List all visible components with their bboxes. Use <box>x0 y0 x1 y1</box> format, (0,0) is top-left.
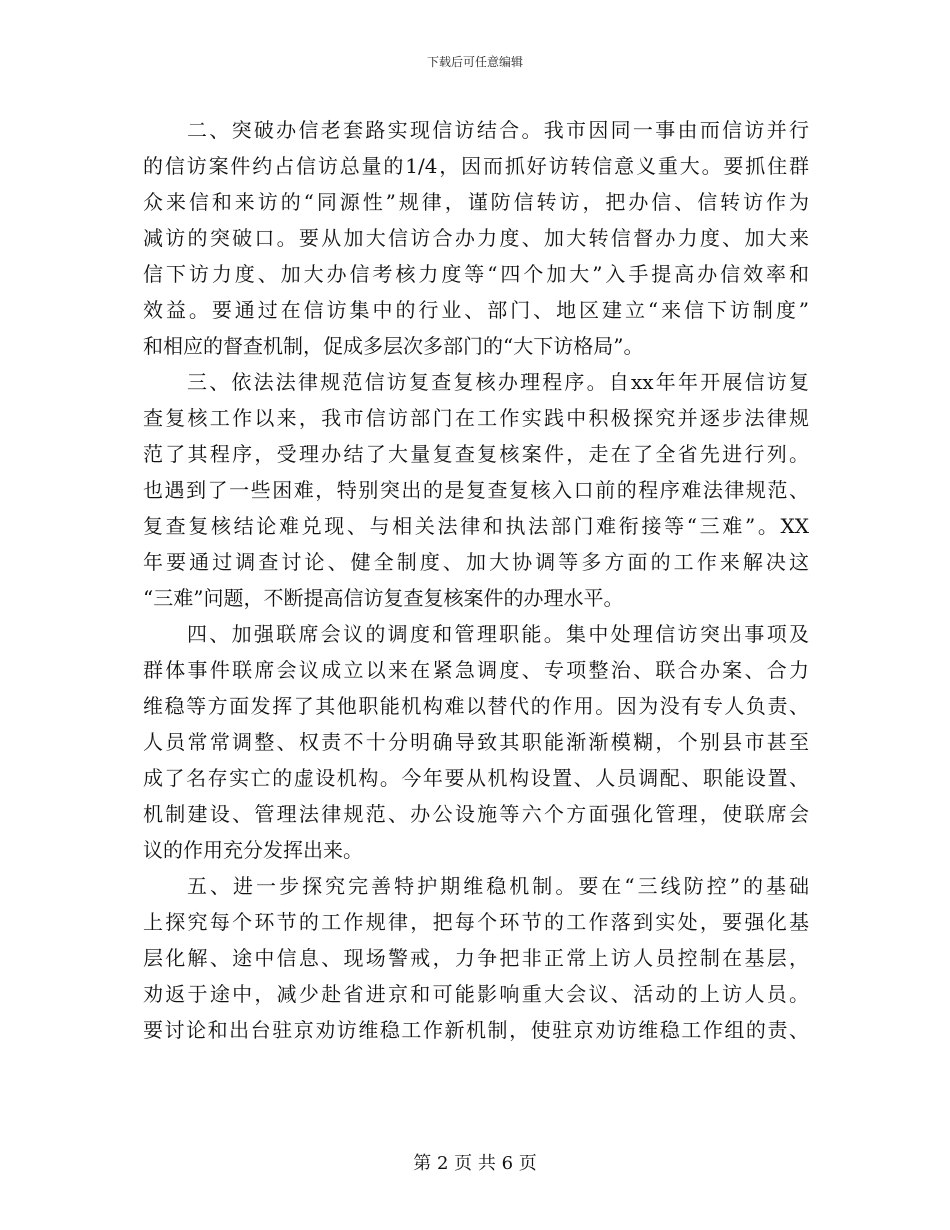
text-line: “三难”问题，不断提高信访复查复核案件的办理水平。 <box>143 586 624 610</box>
document-body <box>143 112 809 1048</box>
text-line: 三、依法法律规范信访复查复核办理程序。自xx年年开展信访复 <box>187 370 809 394</box>
text-line: 效益。要通过在信访集中的行业、部门、地区建立“来信下访制度” <box>143 298 809 322</box>
text-line: 减访的突破口。要从加大信访合办力度、加大转信督办力度、加大来 <box>143 226 809 250</box>
text-line: 查复核工作以来，我市信访部门在工作实践中积极探究并逐步法律规 <box>143 406 809 430</box>
text-line: 年要通过调查讨论、健全制度、加大协调等多方面的工作来解决这 <box>143 550 809 574</box>
text-line: 信下访力度、加大办信考核力度等“四个加大”入手提高办信效率和 <box>143 262 809 286</box>
text-line: 人员常常调整、权责不十分明确导致其职能渐渐模糊，个别县市甚至 <box>143 730 809 754</box>
text-line: 和相应的督查机制，促成多层次多部门的“大下访格局”。 <box>143 334 644 358</box>
text-line: 二、突破办信老套路实现信访结合。我市因同一事由而信访并行 <box>187 118 809 142</box>
paragraph-5 <box>143 868 809 1048</box>
page-header: 下载后可任意编辑 <box>426 55 523 69</box>
paragraph-4 <box>143 616 809 868</box>
text-line: 层化解、途中信息、现场警戒，力争把非正常上访人员控制在基层， <box>143 946 809 970</box>
text-line: 上探究每个环节的工作规律，把每个环节的工作落到实处，要强化基 <box>143 910 809 934</box>
text-line: 劝返于途中，减少赴省进京和可能影响重大会议、活动的上访人员。 <box>143 982 809 1006</box>
text-line: 维稳等方面发挥了其他职能机构难以替代的作用。因为没有专人负责、 <box>143 694 809 718</box>
text-line: 复查复核结论难兑现、与相关法律和执法部门难衔接等“三难”。XX <box>143 514 809 538</box>
paragraph-3 <box>143 364 809 616</box>
text-line: 成了名存实亡的虚设机构。今年要从机构设置、人员调配、职能设置、 <box>143 766 809 790</box>
text-line: 的信访案件约占信访总量的1/4，因而抓好访转信意义重大。要抓住群 <box>143 154 809 178</box>
text-line: 范了其程序，受理办结了大量复查复核案件，走在了全省先进行列。 <box>143 442 809 466</box>
text-line: 也遇到了一些困难，特别突出的是复查复核入口前的程序难法律规范、 <box>143 478 809 502</box>
text-line: 群体事件联席会议成立以来在紧急调度、专项整治、联合办案、合力 <box>143 658 809 682</box>
text-line: 机制建设、管理法律规范、办公设施等六个方面强化管理，使联席会 <box>143 802 809 826</box>
text-line: 要讨论和出台驻京劝访维稳工作新机制，使驻京劝访维稳工作组的责、 <box>143 1018 809 1042</box>
page-number: 第 2 页 共 6 页 <box>413 1153 537 1174</box>
text-line: 五、进一步探究完善特护期维稳机制。要在“三线防控”的基础 <box>187 874 809 898</box>
paragraph-2 <box>143 112 809 364</box>
text-line: 众来信和来访的“同源性”规律，谨防信转访，把办信、信转访作为 <box>143 190 809 214</box>
text-line: 四、加强联席会议的调度和管理职能。集中处理信访突出事项及 <box>187 622 809 646</box>
text-line: 议的作用充分发挥出来。 <box>143 838 363 862</box>
